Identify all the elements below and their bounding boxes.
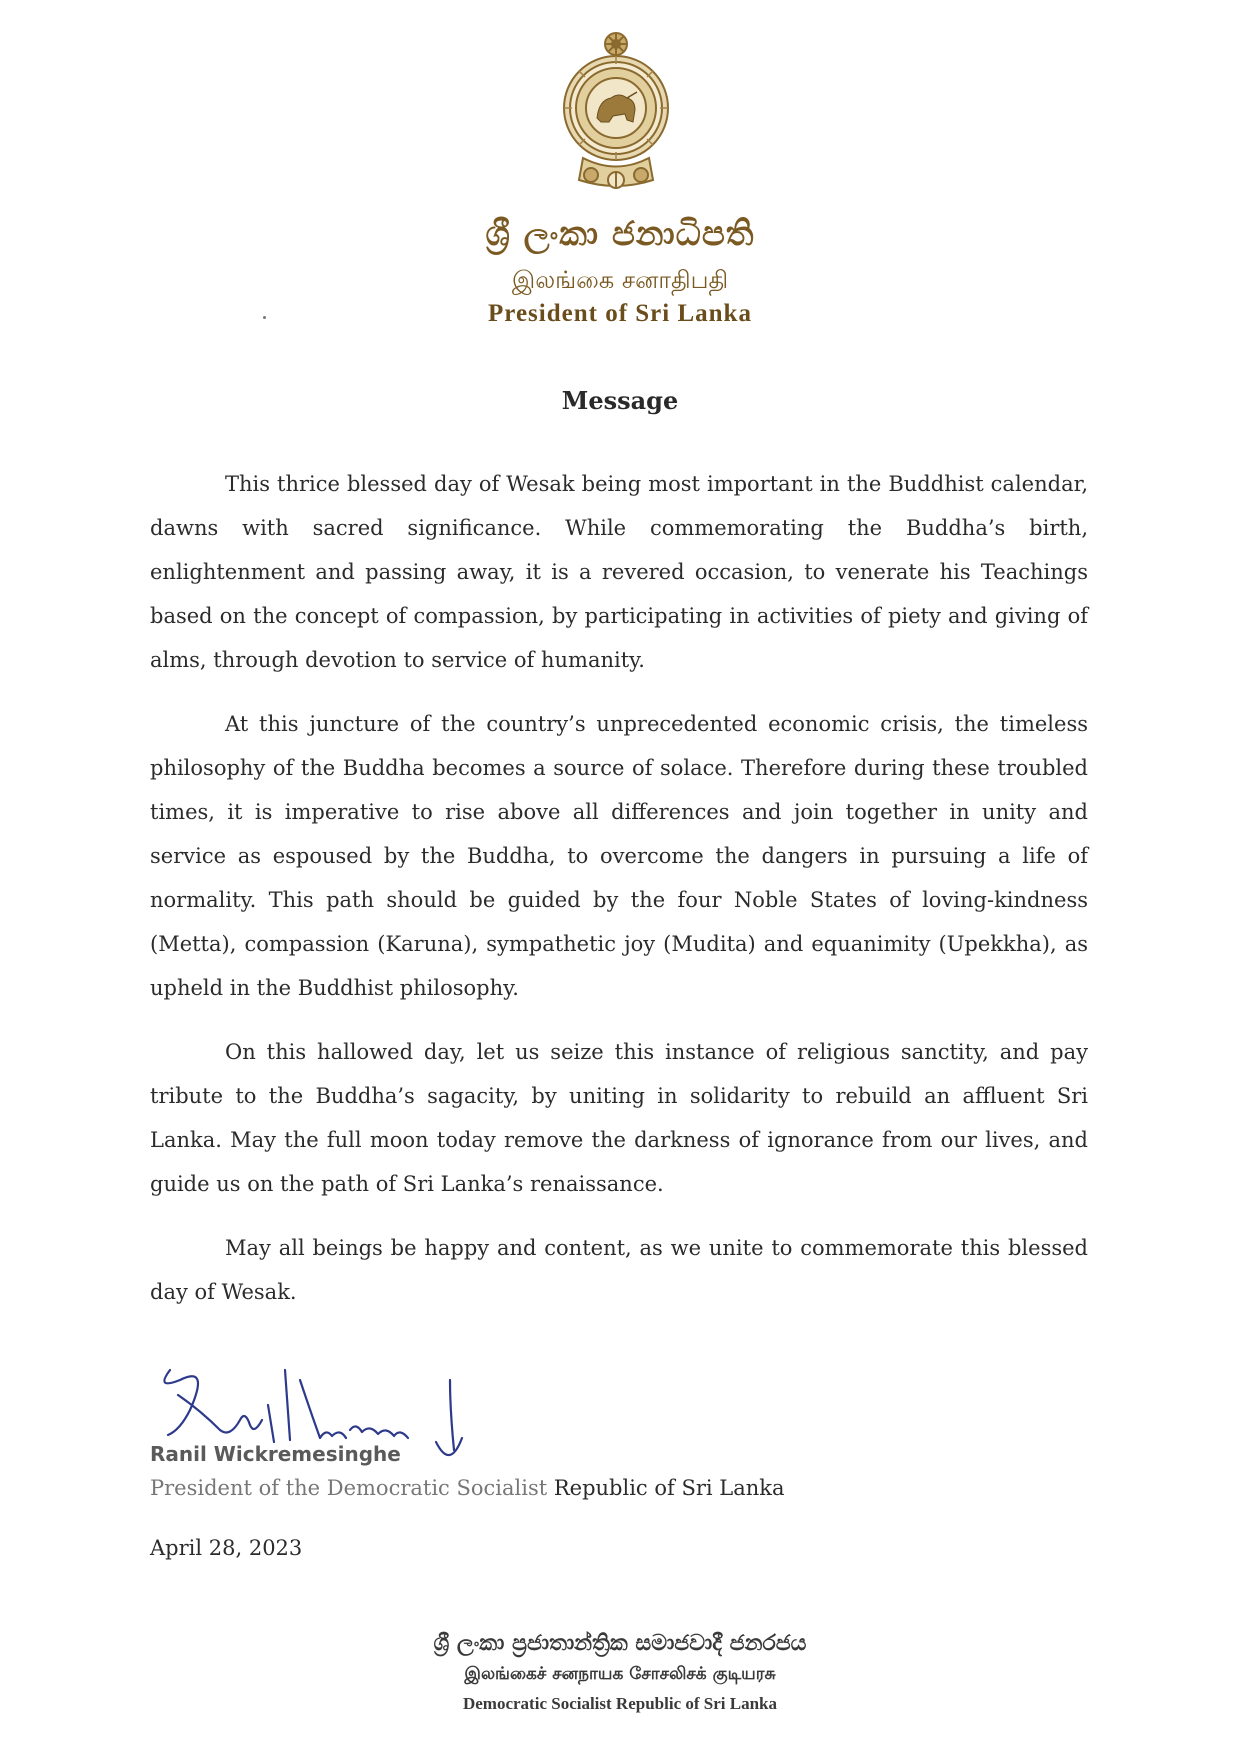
header-sinhala-title: ශ්‍රී ලංකා ජනාධිපති <box>485 214 755 254</box>
signatory-title-part-1: President of the Democratic Socialist <box>150 1476 548 1500</box>
message-paragraph-2: At this juncture of the country’s unprecedented economic crisis, the timeless philosophy of the Buddha becomes a source of solace. Therefore during these troubled times, it is imperative to rise above all differences and join together in unity and service as espoused by the Buddha, to overcome the dangers in pursuing a life of normality. This path should be guided by the four Noble States of loving-kindness (Metta), compassion (Karuna), sympathetic joy (Mudita) and equanimity (Upekkha), as upheld in the Buddhist philosophy. <box>150 712 1088 1000</box>
scan-speck <box>263 316 266 319</box>
message-paragraph-3: On this hallowed day, let us seize this instance of religious sanctity, and pay tribute to the Buddha’s sagacity, by uniting in solidarity to rebuild an affluent Sri Lanka. May the full moon today remove the darkness of ignorance from our lives, and guide us on the path of Sri Lanka’s renaissance. <box>150 1040 1088 1196</box>
signatory-title-part-2: Republic of Sri Lanka <box>547 1476 785 1500</box>
footer-tamil-text: இலங்கைச் சனநாயக சோசலிசக் குடியரசு <box>464 1664 776 1684</box>
signatory-title <box>150 1476 785 1500</box>
signatory-name: Ranil Wickremesinghe <box>150 1442 401 1466</box>
message-heading: Message <box>561 386 679 415</box>
letter-date: April 28, 2023 <box>150 1536 303 1560</box>
message-paragraph-1: This thrice blessed day of Wesak being most important in the Buddhist calendar, dawns with sacred significance. While commemorating the Buddha’s birth, enlightenment and passing away, it is a revered occasion, to venerate his Teachings based on the concept of compassion, by participating in activities of piety and giving of alms, through devotion to service of humanity. <box>150 472 1088 672</box>
header-english-title: President of Sri Lanka <box>488 300 752 327</box>
national-emblem-icon <box>553 30 680 193</box>
footer-english-text: Democratic Socialist Republic of Sri Lanka <box>462 1694 777 1713</box>
footer-sinhala-text: ශ්‍රී ලංකා ප්‍රජාතාන්ත්‍රික සමාජවාදී ජනරජය <box>433 1630 807 1656</box>
message-paragraph-4: May all beings be happy and content, as we unite to commemorate this blessed day of Wesak. <box>150 1236 1088 1304</box>
header-tamil-title: இலங்கை சனாதிபதி <box>511 266 729 294</box>
